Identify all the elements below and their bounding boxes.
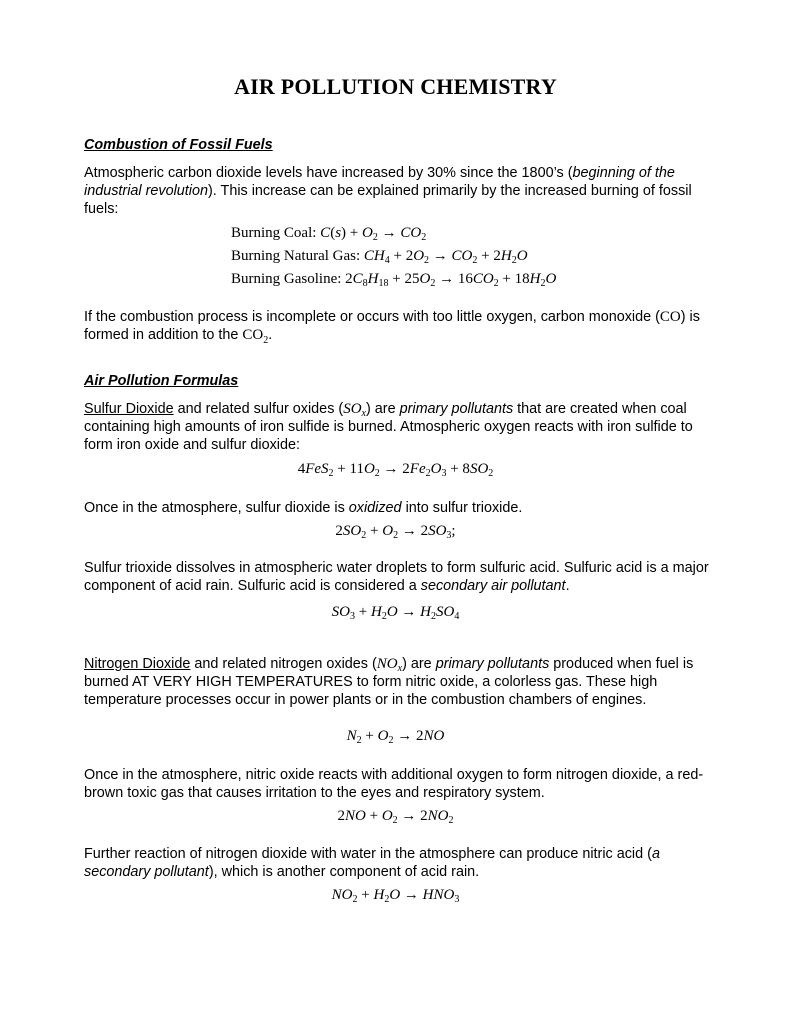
paragraph-sulfuric-acid — [84, 559, 724, 595]
paragraph-text: Once in the atmosphere, nitric oxide reacts with additional oxygen to form nitrogen dioxide, a red-brown toxic gas that causes irritation to the eyes and respiratory system. — [84, 767, 704, 801]
paragraph-text: ) is formed in addition to the — [84, 309, 700, 343]
equation-so2-to-so3: $2SO_2 + O_2 \to 2SO_3$; — [335, 523, 456, 541]
paragraph-emphasis: beginning of the industrial revolution — [84, 165, 675, 199]
paragraph-text: that are created when coal containing high amounts of iron sulfide is burned. Atmospheric oxygen reacts with iron sulfide to form iron oxide and sulfur dioxide: — [84, 401, 693, 453]
paragraph-text: and related sulfur oxides ( — [173, 401, 344, 417]
equation-label: Burning Natural Gas: — [231, 248, 364, 264]
equation-iron-sulfide: $4FeS_2 + 11O_2 \to 2Fe_2O_3 + 8SO_2$ — [297, 461, 494, 479]
term-nitrogen-dioxide: Nitrogen Dioxide — [84, 656, 191, 672]
paragraph-sulfur-dioxide — [84, 400, 724, 454]
paragraph-text: . — [268, 327, 273, 343]
page-title: AIR POLLUTION CHEMISTRY — [234, 74, 557, 99]
paragraph-text: produced when fuel is burned AT VERY HIGH TEMPERATURES to form nitric oxide, a colorless gas. These high temperature processes occur in power plants or in the combustion chambers of engines. — [84, 656, 694, 708]
equation-no-to-no2: $2NO + O_2 \to 2NO_2$ — [337, 808, 454, 826]
co-formula: CO — [659, 309, 681, 325]
equation-nitric-oxide: $N_2 + O_2 \to 2NO$ — [346, 728, 445, 746]
nox-formula: $NO_x$ — [376, 656, 403, 674]
equation-sulfuric-acid: $SO_3 + H_2O \to H_2SO_4$ — [331, 604, 460, 622]
paragraph-text: and related nitrogen oxides ( — [190, 656, 377, 672]
paragraph-so2-oxidation — [84, 499, 724, 517]
equation-burning-natural-gas: Burning Natural Gas: $CH_4 + 2O_2 \to CO_2 + 2H_2O$ — [231, 248, 528, 266]
paragraph-text: ). This increase can be explained primarily by the increased burning of fossil fuels: — [84, 183, 692, 217]
paragraph-no-oxidation — [84, 766, 724, 802]
term-sulfur-dioxide: Sulfur Dioxide — [84, 401, 174, 417]
paragraph-text: Atmospheric carbon dioxide levels have increased by 30% since the 1800’s ( — [84, 165, 573, 181]
paragraph-nitric-acid — [84, 845, 724, 881]
sox-formula: $SO_x$ — [343, 401, 366, 419]
paragraph-emphasis: a secondary pollutant — [84, 846, 660, 880]
co2-formula: $CO_2$ — [242, 327, 269, 346]
equation-label: Burning Gasoline: — [231, 271, 346, 287]
paragraph-nitrogen-dioxide — [84, 655, 724, 709]
section-heading-combustion: Combustion of Fossil Fuels — [84, 137, 273, 153]
paragraph-text: into sulfur trioxide. — [401, 500, 523, 516]
paragraph-text: Further reaction of nitrogen dioxide with water in the atmosphere can produce nitric acid ( — [84, 846, 652, 862]
equation-nitric-acid: $NO_2 + H_2O \to HNO_3$ — [331, 887, 460, 905]
paragraph-carbon-monoxide — [84, 308, 724, 350]
equation-label: Burning Coal: — [231, 225, 321, 241]
equation-burning-gasoline: Burning Gasoline: $2C_8H_{18} + 25O_2 \to 16CO_2 + 18H_2O$ — [231, 271, 557, 289]
paragraph-text: If the combustion process is incomplete or occurs with too little oxygen, carbon monoxide ( — [84, 309, 660, 325]
paragraph-emphasis: secondary air pollutant — [420, 578, 566, 594]
paragraph-emphasis: primary pollutants — [435, 656, 550, 672]
paragraph-emphasis: oxidized — [348, 500, 402, 516]
equation-burning-coal: Burning Coal: $C(s) + O_2 \to CO_2$ — [231, 225, 427, 243]
paragraph-co2-increase — [84, 164, 724, 218]
paragraph-text: ) are — [402, 656, 436, 672]
paragraph-text: Sulfur trioxide dissolves in atmospheric water droplets to form sulfuric acid. Sulfuric acid is a major component of acid rain. Sulfuric acid is considered a — [84, 560, 709, 594]
paragraph-text: ), which is another component of acid rain. — [208, 864, 480, 880]
section-heading-formulas: Air Pollution Formulas — [84, 373, 239, 389]
paragraph-emphasis: primary pollutants — [399, 401, 514, 417]
paragraph-text: . — [565, 578, 570, 594]
paragraph-text: Once in the atmosphere, sulfur dioxide is — [84, 500, 349, 516]
paragraph-text: ) are — [365, 401, 400, 417]
